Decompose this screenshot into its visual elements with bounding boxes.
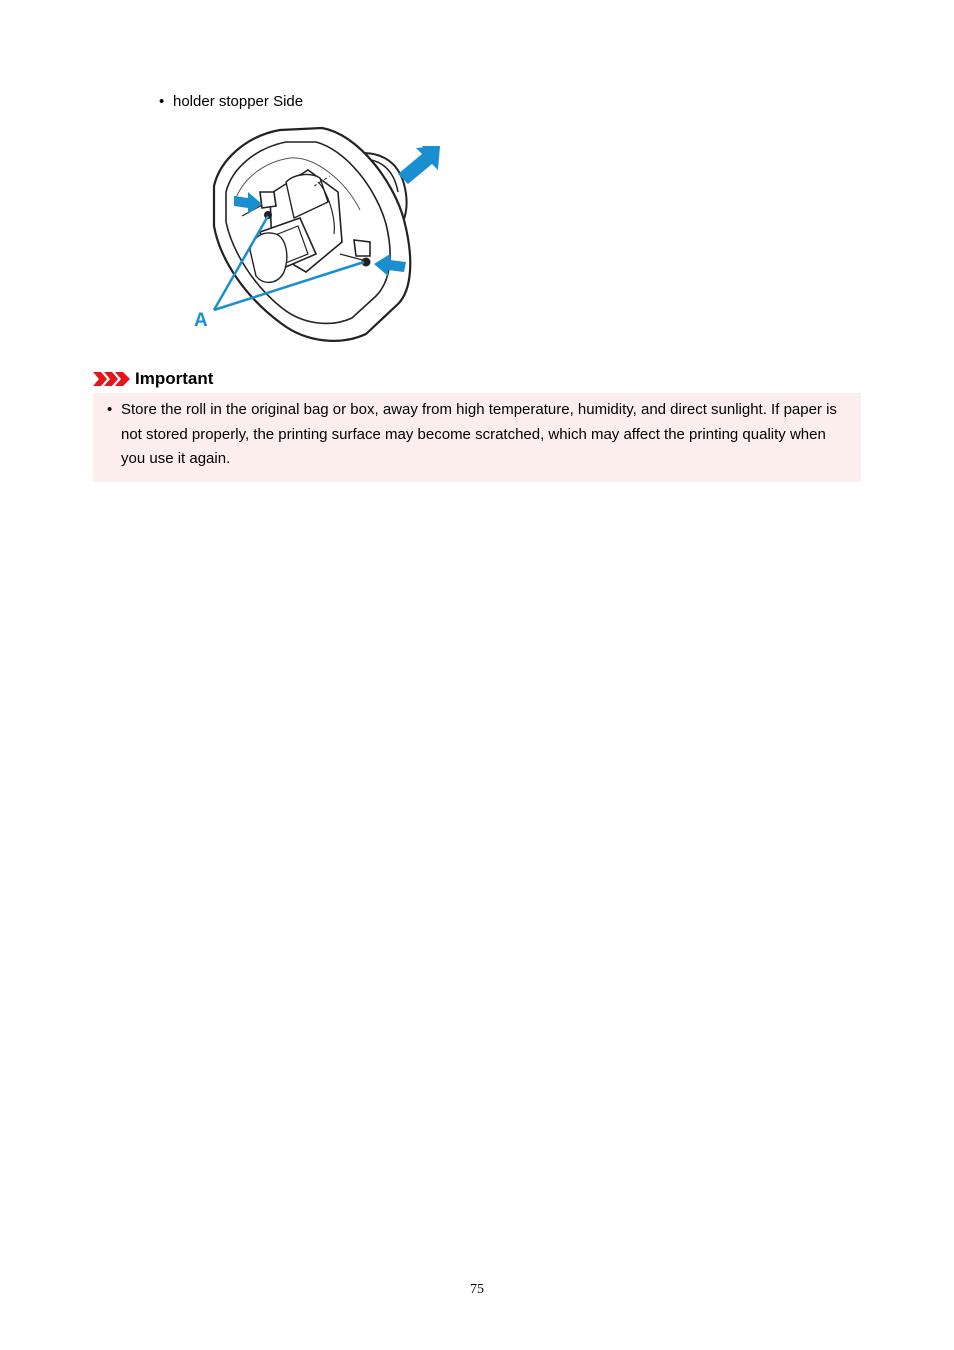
bullet-symbol: • [107, 401, 113, 418]
important-header [93, 367, 213, 391]
bullet-symbol: • [159, 93, 165, 110]
important-text: Store the roll in the original bag or box, away from high temperature, humidity, and direct sunlight. If paper is not stored properly, the printing surface may become scratched, which may affect the printing quality when you use it again. [121, 401, 837, 467]
list-item [107, 398, 849, 472]
important-title: Important [135, 369, 214, 388]
holder-stopper-side-item [159, 92, 303, 112]
item-label: holder stopper Side [173, 93, 304, 110]
important-note [93, 393, 861, 482]
callout-label: A [194, 310, 208, 331]
roll-holder-illustration [190, 122, 452, 352]
page-number: 75 [470, 1282, 484, 1297]
important-chevrons-icon [93, 372, 131, 386]
